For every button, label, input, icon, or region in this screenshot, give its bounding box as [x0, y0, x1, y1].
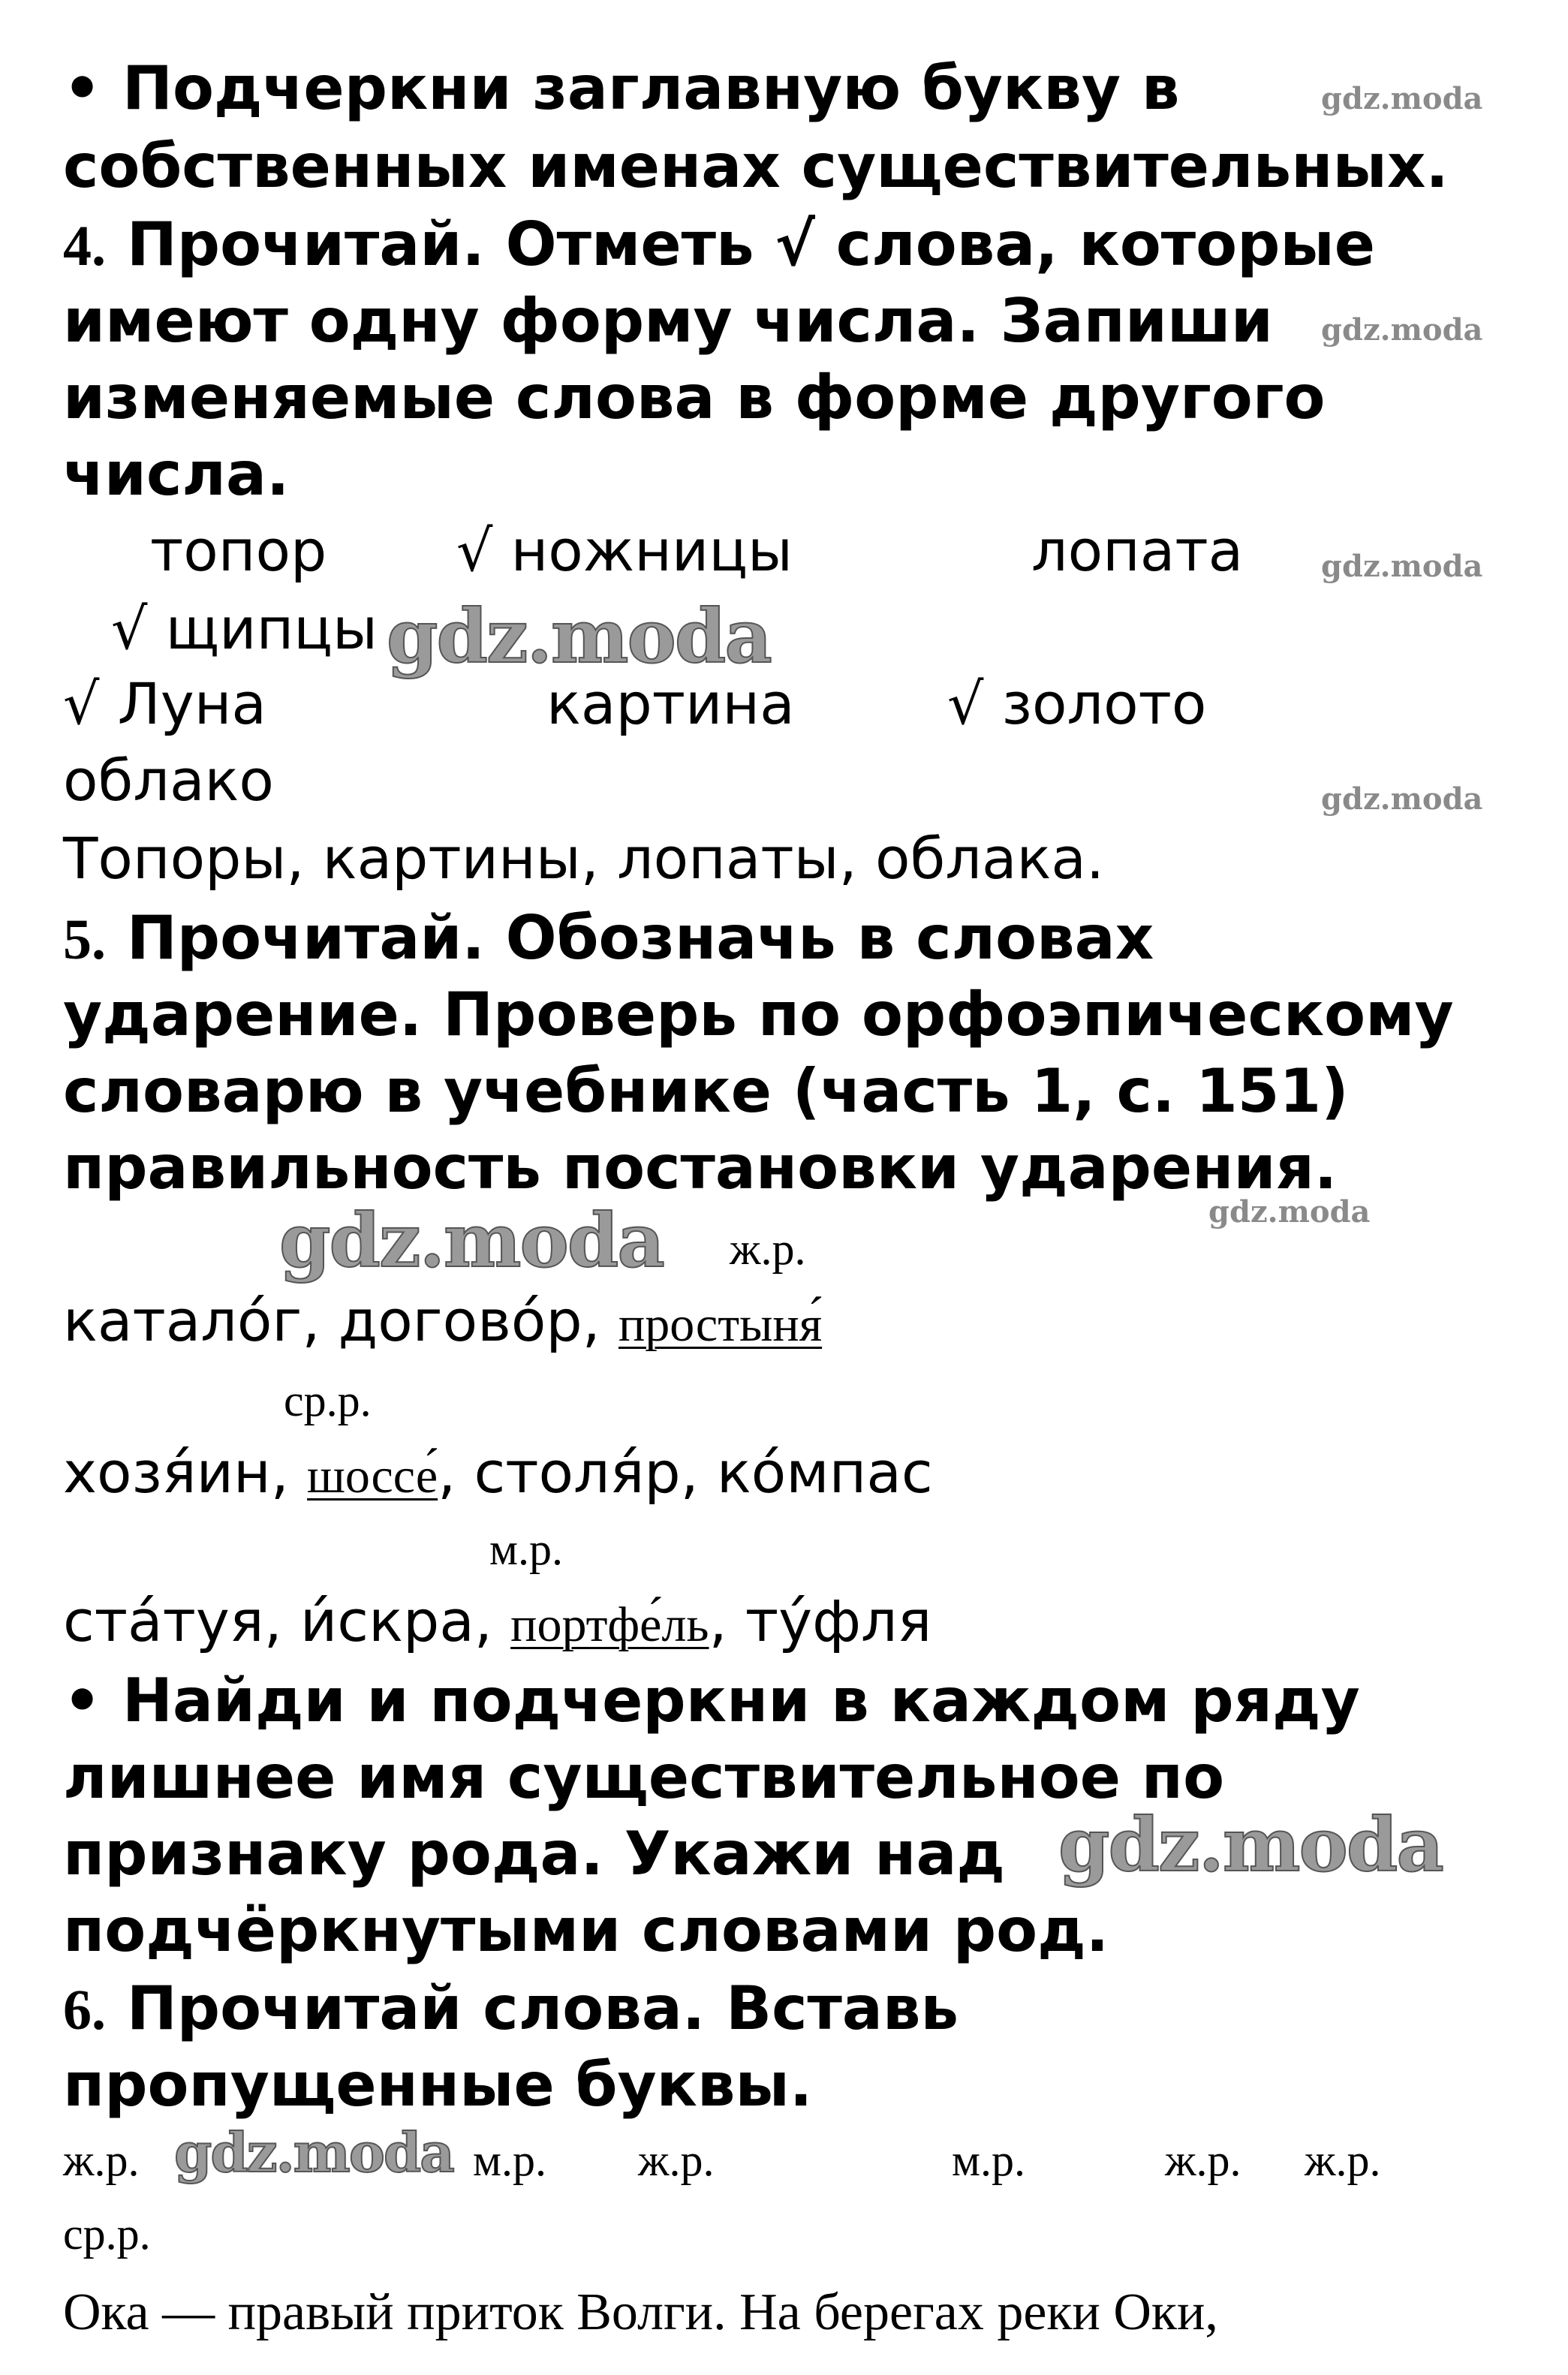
task-5-row-2 — [63, 1439, 933, 1506]
word-nozhnitsy: √ ножницы — [456, 517, 793, 584]
task-4-number: 4. — [63, 215, 106, 278]
watermark-large-1: gdz.moda — [387, 594, 771, 680]
task-5-row-2-words-b: , столя́р, ко́мпас — [438, 1439, 933, 1506]
task-4-answer: Топоры, картины, лопаты, облака. — [63, 825, 1105, 892]
task-5-row-3-words-a: ста́туя, и́скра, — [63, 1588, 511, 1654]
bullet-task-2-line-3: признаку рода. Укажи над — [63, 1819, 1006, 1889]
underlined-word-prostynya: простыня́ — [618, 1297, 823, 1352]
watermark-small-3: gdz.moda — [1321, 549, 1483, 584]
gender-label-srr-2: ср.р. — [63, 2209, 151, 2259]
watermark-small-1: gdz.moda — [1321, 81, 1483, 116]
task-5-number: 5. — [63, 908, 106, 971]
task-4-line-3: изменяемые слова в форме другого — [63, 363, 1326, 432]
task-5-row-1-words: катало́г, догово́р, — [63, 1287, 618, 1354]
task-4-line-2: имеют одну форму числа. Запиши — [63, 286, 1273, 356]
watermark-small-2: gdz.moda — [1321, 312, 1483, 348]
task-5-line-3: словарю в учебнике (часть 1, с. 151) — [63, 1056, 1349, 1126]
watermark-small-4: gdz.moda — [1321, 781, 1483, 817]
word-luna: √ Луна — [63, 670, 266, 737]
bullet-task-1-line-2: собственных именах существительных. — [63, 131, 1449, 201]
gender-label-mr-1: м.р. — [489, 1525, 563, 1574]
task-5-row-2-words-a: хозя́ин, — [63, 1439, 308, 1506]
gender-label-row-3: ж.р. — [638, 2136, 715, 2185]
task-5-line-2: ударение. Проверь по орфоэпическому — [63, 980, 1454, 1049]
word-kartina: картина — [546, 670, 795, 737]
watermark-large-2: gdz.moda — [279, 1198, 664, 1284]
watermark-large-3: gdz.moda — [1058, 1802, 1443, 1889]
watermark-medium-1: gdz.moda — [174, 2121, 453, 2184]
task-4-line-1: Прочитай. Отметь √ слова, которые — [106, 209, 1375, 279]
task-5-row-3 — [63, 1588, 932, 1654]
watermark-small-5: gdz.moda — [1208, 1194, 1371, 1230]
task-5-row-3-words-b: , ту́фля — [709, 1588, 932, 1654]
task-5-line-4: правильность постановки ударения. — [63, 1133, 1338, 1203]
gender-label-row-5: ж.р. — [1165, 2136, 1241, 2185]
underlined-word-shosse: шоссе́ — [307, 1449, 438, 1504]
task-5-heading — [63, 903, 1154, 973]
task-6-number: 6. — [63, 1979, 106, 2042]
task-5-line-1: Прочитай. Обозначь в словах — [106, 903, 1154, 973]
word-oblako: облако — [63, 747, 274, 814]
word-shchiptsy: √ щипцы — [111, 595, 378, 662]
gender-label-srr-1: ср.р. — [284, 1376, 372, 1425]
task-6-heading — [63, 1973, 959, 2043]
gender-label-row-2: м.р. — [473, 2136, 546, 2185]
task-4-line-4: числа. — [63, 439, 290, 509]
task-6-line-1: Прочитай слова. Вставь — [106, 1973, 959, 2043]
bullet-task-2-line-1: • Найди и подчеркни в каждом ряду — [63, 1666, 1360, 1735]
underlined-word-portfel: портфе́ль — [510, 1597, 709, 1652]
word-zoloto: √ золото — [947, 670, 1207, 737]
gender-label-row-1: ж.р. — [63, 2136, 140, 2185]
gender-label-zhr-1: ж.р. — [730, 1224, 806, 1274]
task-6-line-2: пропущенные буквы. — [63, 2050, 813, 2120]
task-5-row-1 — [63, 1287, 823, 1354]
gender-label-row-6: ж.р. — [1305, 2136, 1381, 2185]
bullet-task-2-line-2: лишнее имя существительное по — [63, 1742, 1225, 1812]
word-lopata: лопата — [1031, 517, 1244, 584]
word-topor: топор — [150, 517, 327, 584]
task-6-text-line: Ока — правый приток Волги. На берегах реки Оки, — [63, 2283, 1218, 2341]
bullet-task-1-line-1: • Подчеркни заглавную букву в — [63, 53, 1180, 123]
bullet-task-2-line-4: подчёркнутыми словами род. — [63, 1895, 1109, 1965]
task-4-heading — [63, 209, 1375, 279]
gender-label-row-4: м.р. — [952, 2136, 1025, 2185]
